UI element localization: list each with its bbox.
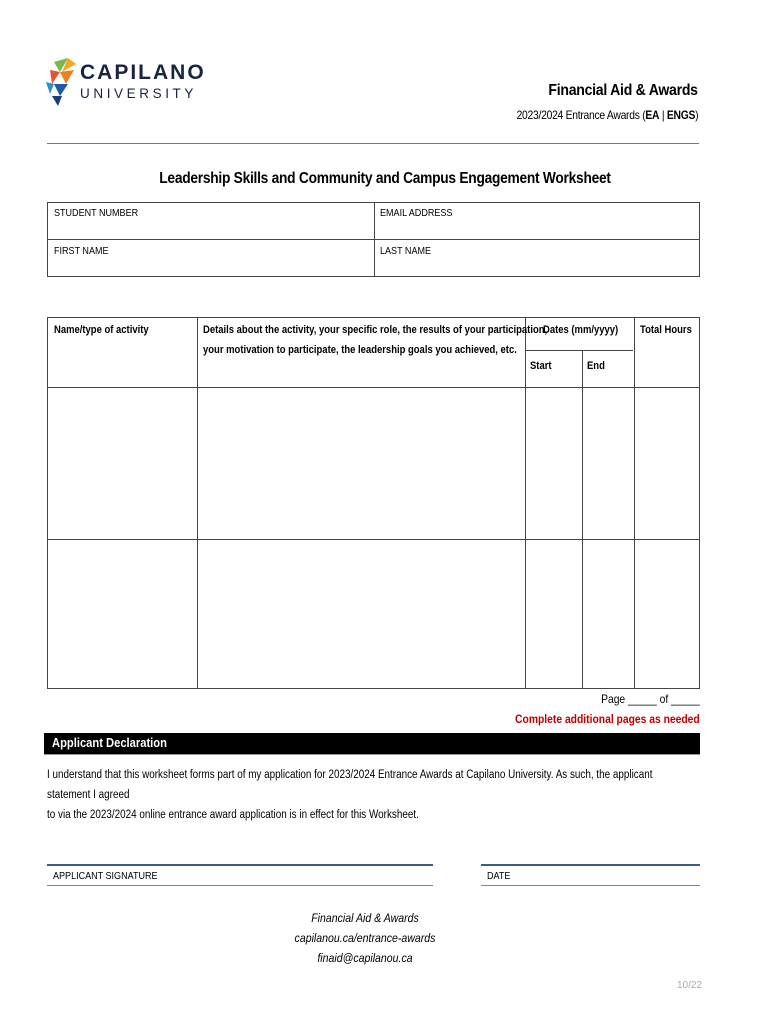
- date-line[interactable]: [481, 864, 700, 866]
- activity-name-cell[interactable]: [48, 540, 197, 688]
- declaration-heading: Applicant Declaration: [52, 735, 167, 750]
- subtitle-ea: EA: [645, 108, 659, 122]
- activity-start-cell[interactable]: [526, 540, 582, 688]
- activity-end-cell[interactable]: [583, 540, 634, 688]
- footer-department: Financial Aid & Awards: [311, 911, 419, 925]
- declaration-divider: [44, 754, 700, 755]
- page-of-counter[interactable]: Page _____ of _____: [601, 692, 700, 706]
- activity-end-cell[interactable]: [583, 388, 634, 539]
- date-label: DATE: [487, 870, 511, 882]
- applicant-info-table: [47, 202, 700, 277]
- col-header-total-hours: Total Hours: [640, 324, 692, 336]
- activity-start-cell[interactable]: [526, 388, 582, 539]
- subtitle-prefix: 2023/2024 Entrance Awards (: [516, 108, 646, 122]
- footer-email-link[interactable]: finaid@capilanou.ca: [317, 951, 413, 965]
- first-name-field[interactable]: FIRST NAME: [54, 245, 109, 257]
- activity-details-cell[interactable]: [198, 388, 525, 539]
- header-divider: [47, 143, 699, 144]
- subtitle-engs: ENGS: [666, 108, 695, 122]
- header-title: Financial Aid & Awards: [548, 82, 698, 99]
- declaration-line1: I understand that this worksheet forms part of my application for 2023/2024 Entrance Awards at Capilano University. As such, the applicant statement I agreed: [47, 769, 653, 801]
- activity-hours-cell[interactable]: [635, 388, 699, 539]
- col-header-details-line1: Details about the activity, your specific role, the results of your participation,: [203, 324, 548, 336]
- applicant-signature-label: APPLICANT SIGNATURE: [53, 870, 158, 882]
- activity-hours-cell[interactable]: [635, 540, 699, 688]
- subtitle-separator: |: [658, 108, 667, 122]
- col-header-name: Name/type of activity: [54, 324, 149, 336]
- worksheet-title: Leadership Skills and Community and Campus Engagement Worksheet: [159, 170, 611, 187]
- signature-line[interactable]: [47, 864, 433, 866]
- col-header-details-line2: your motivation to participate, the leadership goals you achieved, etc.: [203, 344, 517, 356]
- info-col-divider: [374, 203, 375, 276]
- header-subtitle: [516, 108, 698, 122]
- declaration-header-bar: [44, 733, 700, 754]
- signature-underline: [47, 885, 433, 886]
- col-header-dates: Dates (mm/yyyy): [543, 324, 619, 336]
- declaration-text: [47, 765, 666, 825]
- col-header-end: End: [587, 360, 605, 372]
- email-address-field[interactable]: EMAIL ADDRESS: [380, 207, 453, 219]
- activity-table: [47, 317, 700, 689]
- logo-wordmark-capilano: CAPILANO: [80, 61, 206, 84]
- dates-subheader-divider: [525, 350, 633, 351]
- activity-details-cell[interactable]: [198, 540, 525, 688]
- logo-wordmark-university: UNIVERSITY: [80, 86, 198, 101]
- capilano-logo: [46, 58, 206, 108]
- footer-website-link[interactable]: capilanou.ca/entrance-awards: [294, 931, 436, 945]
- date-underline: [481, 885, 700, 886]
- additional-pages-note: Complete additional pages as needed: [515, 712, 700, 726]
- last-name-field[interactable]: LAST NAME: [380, 245, 432, 257]
- subtitle-suffix: ): [694, 108, 698, 122]
- col-header-start: Start: [530, 360, 552, 372]
- declaration-line2: to via the 2023/2024 online entrance award application is in effect for this Worksheet.: [47, 809, 419, 821]
- capilano-logo-mark-icon: [46, 58, 76, 106]
- form-version: 10/22: [676, 980, 702, 991]
- activity-name-cell[interactable]: [48, 388, 197, 539]
- student-number-field[interactable]: STUDENT NUMBER: [54, 207, 139, 219]
